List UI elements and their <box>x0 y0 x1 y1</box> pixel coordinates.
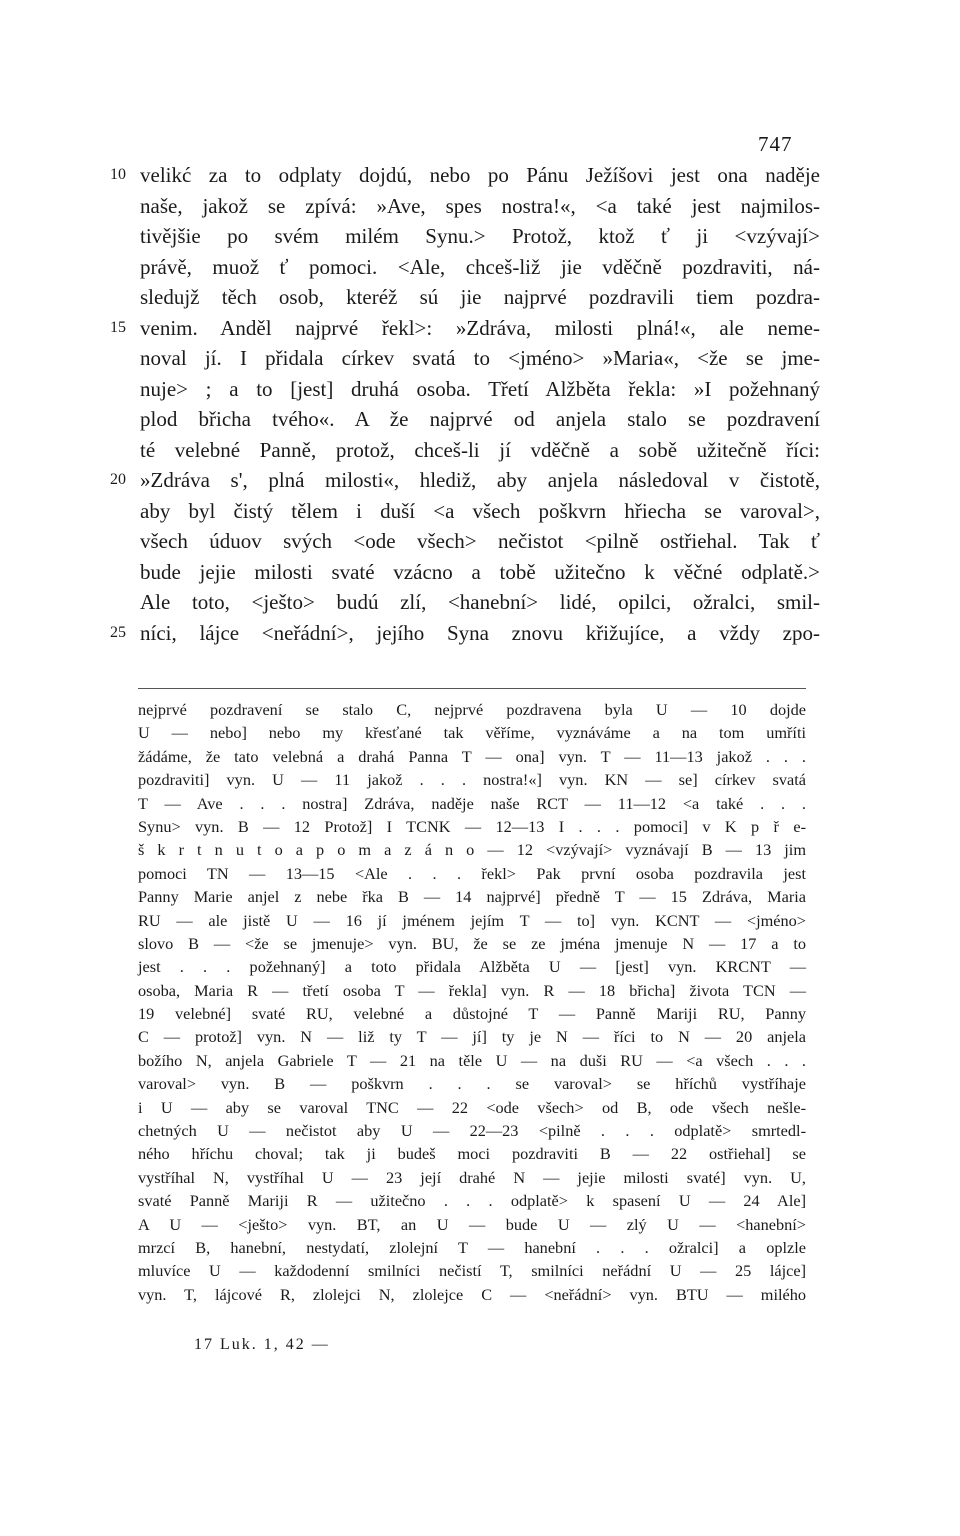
apparatus-line: š k r t n u t o a p o m a z á n o — 12 <vzývají> vyznávají B — 13 jim <box>138 840 806 860</box>
apparatus-line: jest . . . požehnaný] a toto přidala Alžběta U — [jest] vyn. KRCNT — <box>138 957 806 977</box>
line-text: níci, lájce <neřádní>, jejího Syna znovu křižujíce, a vždy zpo- <box>140 620 820 645</box>
line-text: velikć za to odplaty dojdú, nebo po Pánu Ježíšovi jest ona naděje <box>140 163 820 187</box>
text-line <box>100 191 820 222</box>
apparatus-line: mrzcí B, hanební, nestydatí, zlolejní T — hanební . . . ožralci] a oplzle <box>138 1237 806 1257</box>
line-number: 15 <box>110 318 126 336</box>
apparatus-line: A U — <ješto> vyn. BT, an U — bude U — zlý U — <hanební> <box>138 1214 806 1234</box>
text-line <box>100 496 820 527</box>
line-text: »Zdráva s', plná milosti«, hlediž, aby anjela následoval v čistotě, <box>140 468 820 492</box>
text-line <box>100 221 820 252</box>
text-line <box>100 465 820 496</box>
line-text: té velebné Panně, protož, chceš-li jí vděčně a sobě užitečně říci: <box>140 437 820 462</box>
text-line <box>100 587 820 618</box>
apparatus-line: ného hříchu choval; tak ji budeš moci pozdraviti B — 22 ostřiehal] se <box>138 1144 806 1164</box>
text-line <box>100 282 820 313</box>
apparatus-line: slovo B — <že se jmenuje> vyn. BU, že se ze jména jmenuje N — 17 a to <box>138 933 806 953</box>
line-text: nuje> ; a to [jest] druhá osoba. Třetí Alžběta řekla: »I požehnaný <box>140 376 820 401</box>
main-text <box>100 160 820 648</box>
text-line <box>100 404 820 435</box>
apparatus-line: nejprvé pozdravení se stalo C, nejprvé pozdravena byla U — 10 dojde <box>138 700 806 719</box>
footnote-divider <box>138 688 806 689</box>
apparatus-line: 19 velebné] svaté RU, velebné a důstojné T — Panně Mariji RU, Panny <box>138 1004 806 1024</box>
line-text: noval jí. I přidala církev svatá to <jméno> »Maria«, <že se jme- <box>140 346 820 370</box>
apparatus-line: žádáme, že tato velebná a drahá Panna T — ona] vyn. T — 11—13 jakož . . . <box>138 746 806 766</box>
apparatus-line: RU — ale jistě U — 16 jí jménem jejím T — to] vyn. KCNT — <jméno> <box>138 910 806 930</box>
apparatus-line: Synu> vyn. B — 12 Protož] I TCNK — 12—13 I . . . pomoci] v K p ř e- <box>138 816 806 836</box>
apparatus-line: osoba, Maria R — třetí osoba T — řekla] vyn. R — 18 břicha] života TCN — <box>138 980 806 1000</box>
critical-apparatus <box>138 698 806 1306</box>
apparatus-line: božího N, anjela Gabriele T — 21 na těle U — na duši RU — <a všech . . . <box>138 1050 806 1070</box>
text-line <box>100 252 820 283</box>
apparatus-line: mluvíce U — každodenní smilníci nečistí T, smilníci neřádní U — 25 lájce] <box>138 1261 806 1281</box>
line-text: Ale toto, <ješto> budú zlí, <hanební> lidé, opilci, ožralci, smil- <box>140 590 820 614</box>
apparatus-line: C — protož] vyn. N — liž ty T — jí] ty je N — říci to N — 20 anjela <box>138 1027 806 1047</box>
apparatus-line: chetných U — nečistot aby U — 22—23 <pilně . . . odplatě> smrtedl- <box>138 1121 806 1141</box>
text-line <box>100 526 820 557</box>
text-line <box>100 618 820 649</box>
text-line <box>100 343 820 374</box>
apparatus-line: svaté Panně Mariji R — užitečno . . . odplatě> k spasení U — 24 Ale] <box>138 1191 806 1211</box>
line-text: tivějšie po svém milém Synu.> Protož, ktož ť ji <vzývají> <box>140 224 820 248</box>
apparatus-line: pozdraviti] vyn. U — 11 jakož . . . nostra!«] vyn. KN — se] církev svatá <box>138 770 806 790</box>
page-number: 747 <box>758 132 793 156</box>
text-line <box>100 374 820 405</box>
apparatus-line: vystříhal N, vystříhal U — 23 její drahé N — jejie milosti svaté] vyn. U, <box>138 1167 806 1187</box>
text-line <box>100 557 820 588</box>
line-text: naše, jakož se zpívá: »Ave, spes nostra!«, <a také jest najmilos- <box>140 193 820 218</box>
line-text: bude jejie milosti svaté vzácno a tobě užitečno k věčné odplatě.> <box>140 559 820 584</box>
apparatus-line: U — nebo] nebo my křesťané tak věříme, vyznáváme a na tom umříti <box>138 723 806 743</box>
text-line <box>100 313 820 344</box>
line-number: 10 <box>110 166 126 183</box>
apparatus-line: vyn. T, lájcové R, zlolejci N, zlolejce C — <neřádní> vyn. BTU — milého <box>138 1284 806 1304</box>
apparatus-line: varoval> vyn. B — poškvrn . . . se varoval> se hříchů vystříhaje <box>138 1074 806 1094</box>
apparatus-line: Panny Marie anjel z nebe řka B — 14 najprvé] předně T — 15 Zdráva, Maria <box>138 887 806 907</box>
apparatus-line: pomoci TN — 13—15 <Ale . . . řekl> Pak první osoba pozdravila jest <box>138 863 806 883</box>
line-number: 20 <box>110 471 126 488</box>
text-line <box>100 160 820 191</box>
apparatus-line: T — Ave . . . nostra] Zdráva, naděje naše RCT — 11—12 <a také . . . <box>138 793 806 813</box>
line-number: 25 <box>110 623 126 641</box>
line-text: právě, muož ť pomoci. <Ale, chceš-liž jie vděčně pozdraviti, ná- <box>140 254 820 279</box>
apparatus-line: i U — aby se varoval TNC — 22 <ode všech> od B, ode všech nešle- <box>138 1097 806 1117</box>
text-line <box>100 435 820 466</box>
line-text: venim. Anděl najprvé řekl>: »Zdráva, milosti plná!«, ale neme- <box>140 315 820 340</box>
line-text: všech úduov svých <ode všech> nečistot <pilně ostřiehal. Tak ť <box>140 529 820 553</box>
line-text: plod břicha tvého«. A že najprvé od anjela stalo se pozdravení <box>140 407 820 431</box>
line-text: aby byl čistý tělem i duší <a všech poškvrn hřiecha se varoval>, <box>140 498 820 523</box>
biblical-reference-note: 17 Luk. 1, 42 — <box>194 1336 330 1353</box>
line-text: sledujž těch osob, kteréž sú jie najprvé pozdravili tiem pozdra- <box>140 285 820 309</box>
